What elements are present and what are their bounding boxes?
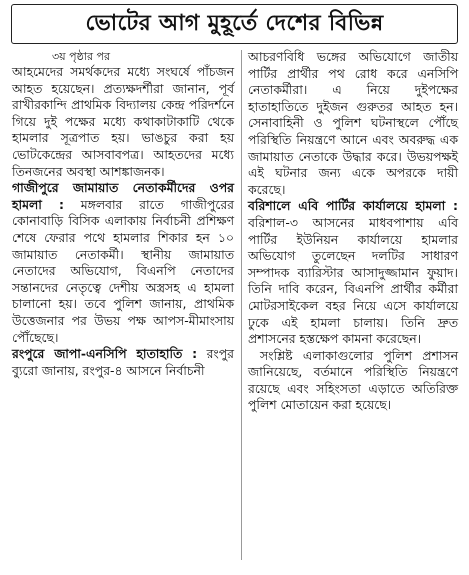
subhead-gazipur: গাজীপুরে জামায়াত নেতাকর্মীদের ওপর হামলা : <box>12 180 234 212</box>
subhead-barishal: বরিশালে এবি পার্টির কার্যালয়ে হামলা : <box>248 198 458 214</box>
left-subsection-2 <box>12 346 234 379</box>
right-paragraph-last: সংশ্লিষ্ট এলাকাগুলোর পুলিশ প্রশাসন জানিয়েছে, বর্তমানে পরিস্থিতি নিয়ন্ত্রণে রয়েছে এবং সহিংসতা এড়াতে অতিরিক্ত পুলিশ মোতায়েন করা হয়েছে। <box>248 347 458 413</box>
column-divider <box>241 50 242 560</box>
left-subsection-1 <box>12 180 234 346</box>
right-column <box>248 49 458 414</box>
right-subsection-3 <box>248 198 458 347</box>
subsection-1-body: মঙ্গলবার রাতে গাজীপুরের কোনাবাড়ি বিসিক এলাকায় নির্বাচনী প্রশিক্ষণ শেষে ফেরার পথে হামলার শিকার হন ১০ জামায়াত নেতাকর্মী। স্থানীয় জামায়াত নেতাদের অভিযোগ, বিএনপি নেতাদের সন্তানদের নেতৃত্বে দেশীয় অস্ত্রসহ এ হামলা চালানো হয়। তবে পুলিশ জানায়, প্রাথমিক উত্তেজনার পর উভয় পক্ষ আপস-মীমাংসায় পৌঁছেছে। <box>12 196 234 345</box>
left-paragraph-1: আহমেদের সমর্থকদের মধ্যে সংঘর্ষে পাঁচজন আহত হয়েছেন। প্রত্যক্ষদর্শীরা জানান, পূর্ব রাখীরকান্দি প্রাথমিক বিদ্যালয় কেন্দ্র পরিদর্শনে গিয়ে দুই পক্ষের মধ্যে কথাকাটাকাটি থেকে হামলার সূত্রপাত হয়। ভাঙচুর করা হয় ভোটকেন্দ্রের আসবাবপত্র। আহতদের মধ্যে তিনজনের অবস্থা আশঙ্কাজনক। <box>12 64 234 179</box>
subsection-3-body: বরিশাল-৩ আসনের মাধবপাশায় এবি পার্টির ইউনিয়ন কার্যালয়ে হামলার অভিযোগ তুলেছেন দলটির সাধারণ সম্পাদক ব্যারিস্টার আসাদুজ্জামান ফুয়াদ। তিনি দাবি করেন, বিএনপি প্রার্থীর কর্মীরা মোটরসাইকেল বহর নিয়ে এসে কার্যালয়ে ঢুকে এই হামলা চালায়। তিনি দ্রুত প্রশাসনের হস্তক্ষেপ কামনা করেছেন। <box>248 214 458 347</box>
subsection-2-body: রংপুর ব্যুরো জানায়, রংপুর-৪ আসনে নির্বাচনী <box>12 346 234 378</box>
headline-box <box>11 4 458 44</box>
continued-note: ৩য় পৃষ্ঠার পর <box>52 50 111 63</box>
left-column <box>12 49 234 379</box>
headline: ভোটের আগ মুহূর্তে দেশের বিভিন্ন <box>85 10 384 36</box>
subhead-rangpur: রংপুরে জাপা-এনসিপি হাতাহাতি : <box>12 346 198 362</box>
right-paragraph-1: আচরণবিধি ভঙ্গের অভিযোগে জাতীয় পার্টির প্রার্থীর পথ রোধ করে এনসিপি নেতাকর্মীরা। এ নিয়ে দুইপক্ষের হাতাহাতিতে দুইজন গুরুতর আহত হন। সেনাবাহিনী ও পুলিশ ঘটনাস্থলে পৌঁছে পরিস্থিতি নিয়ন্ত্রণে আনে এবং অবরুদ্ধ এক জামায়াত নেতাকে উদ্ধার করে। উভয়পক্ষই এই ঘটনার জন্য একে অপরকে দায়ী করেছে। <box>248 49 458 197</box>
